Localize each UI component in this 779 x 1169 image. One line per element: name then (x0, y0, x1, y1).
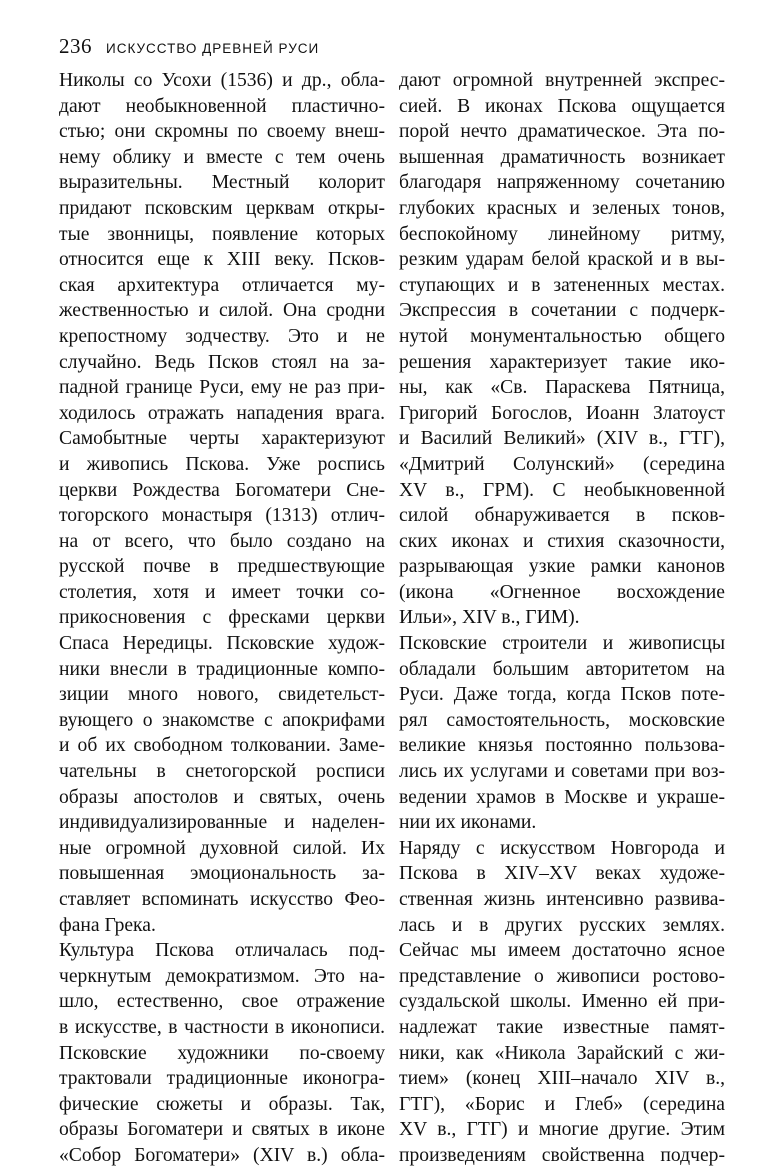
text-line: дают огромной внутренней экспрес- (399, 70, 725, 91)
text-line: и живопись Пскова. Уже роспись (59, 453, 385, 475)
text-line: рял самостоятельность, московские (399, 709, 725, 731)
text-line: жественностью и силой. Она сродни (59, 300, 385, 322)
text-line: глубоких красных и зеленых тонов, (399, 197, 725, 219)
text-line: благодаря напряженному сочетанию (399, 172, 725, 194)
text-line: Ильи», XIV в., ГИМ). (399, 607, 580, 629)
text-line: индивидуализированные и наделен- (59, 812, 385, 834)
text-line: ственная жизнь интенсивно развива- (399, 889, 725, 910)
text-line: случайно. Ведь Псков стоял на за- (59, 351, 385, 373)
text-line: вышенная драматичность возникает (399, 146, 725, 168)
text-line: (икона «Огненное восхождение (399, 581, 725, 603)
text-line: ская архитектура отличается му- (59, 274, 385, 296)
text-line: стью; они скромны по своему внеш- (59, 121, 385, 143)
text-line: Пскова в XIV–XV веках художе- (399, 863, 725, 885)
text-line: XV в., ГРМ). С необыкновенной (399, 479, 725, 501)
text-line: образы Богоматери и святых в иконе (59, 1119, 385, 1141)
text-line: великие князья постоянно пользова- (399, 735, 725, 757)
text-line: и об их свободном толковании. Заме- (59, 735, 385, 757)
text-line: столетия, хотя и имеет точки со- (59, 581, 385, 603)
text-line: Самобытные черты характеризуют (59, 428, 385, 450)
text-line: повышенная эмоциональность за- (59, 863, 385, 885)
text-line: произведениям свойственна подчер- (399, 1144, 725, 1166)
text-line: ведении храмов в Москве и украше- (399, 786, 725, 808)
text-line: ставляет вспоминать искусство Фео- (59, 889, 385, 910)
text-line: черкнутым демократизмом. Это на- (59, 965, 385, 987)
text-column-left (59, 68, 385, 1169)
text-line: тые звонницы, появление которых (59, 223, 385, 245)
text-line: в искусстве, в частности в иконописи. (59, 1016, 385, 1038)
text-line: русской почве в предшествующие (59, 556, 385, 578)
text-line: лась и в других русских землях. (399, 914, 725, 936)
text-line: чательны в снетогорской росписи (59, 761, 385, 783)
text-line: решения характеризует такие ико- (399, 351, 725, 373)
text-line: тием» (конец XIII–начало XIV в., (399, 1068, 725, 1090)
text-line: ники, как «Никола Зарайский с жи- (399, 1042, 725, 1064)
text-line: церкви Рождества Богоматери Сне- (59, 479, 385, 501)
text-line: надлежат такие известные памят- (399, 1016, 725, 1038)
text-line: представление о живописи ростово- (399, 965, 725, 987)
text-column-right (399, 68, 725, 1169)
text-line: XV в., ГТГ) и многие другие. Этим (399, 1119, 725, 1141)
text-line: силой обнаруживается в псков- (399, 505, 725, 527)
text-line: вующего о знакомстве с апокрифами (59, 709, 385, 731)
text-line: выразительны. Местный колорит (59, 172, 385, 194)
text-line: Сейчас мы имеем достаточно ясное (399, 940, 725, 962)
page-number: 236 (59, 34, 92, 58)
text-line: резким ударам белой краской и в вы- (399, 249, 725, 271)
text-line: Наряду с искусством Новгорода и (399, 837, 725, 859)
text-line: нему облику и вместе с тем очень (59, 146, 385, 168)
page-header (59, 34, 319, 59)
text-line: нутой монументальностью общего (399, 325, 725, 347)
text-line: образы апостолов и святых, очень (59, 786, 385, 808)
text-line: придают псковским церквам откры- (59, 197, 385, 219)
text-line: дают необыкновенной пластично- (59, 95, 385, 117)
running-title: ИСКУССТВО ДРЕВНЕЙ РУСИ (106, 41, 320, 56)
text-line: Спаса Нередицы. Псковские худож- (59, 633, 385, 655)
text-line: тогорского монастыря (1313) отлич- (59, 505, 385, 527)
text-line: Николы со Усохи (1536) и др., обла- (59, 70, 385, 91)
text-line: ступающих и в затененных местах. (399, 274, 725, 296)
text-line: нии их иконами. (399, 812, 537, 834)
text-line: падной границе Руси, ему не раз при- (59, 377, 385, 399)
text-line: зиции много нового, свидетельст- (59, 684, 385, 706)
text-line: ских иконах и стихия сказочности, (399, 530, 725, 552)
text-line: шло, естественно, свое отражение (59, 991, 385, 1013)
text-line: фические сюжеты и образы. Так, (59, 1093, 385, 1115)
text-line: прикосновения с фресками церкви (59, 607, 385, 629)
text-line: Культура Пскова отличалась под- (59, 940, 385, 962)
text-line: Псковские художники по-своему (59, 1042, 385, 1064)
text-line: ники внесли в традиционные компо- (59, 658, 385, 680)
text-line: фана Грека. (59, 914, 156, 936)
text-line: обладали большим авторитетом на (399, 658, 725, 680)
text-line: и Василий Великий» (XIV в., ГТГ), (399, 428, 725, 450)
text-line: Руси. Даже тогда, когда Псков поте- (399, 684, 725, 706)
text-line: ходилось отражать нападения врага. (59, 402, 385, 424)
text-line: разрывающая узкие рамки канонов (399, 556, 725, 578)
text-line: Псковские строители и живописцы (399, 633, 725, 655)
text-line: лись их услугами и советами при воз- (399, 761, 725, 783)
text-line: ные огромной духовной силой. Их (59, 837, 385, 859)
text-line: суздальской школы. Именно ей при- (399, 991, 725, 1013)
text-line: трактовали традиционные иконогра- (59, 1068, 385, 1090)
text-line: ны, как «Св. Параскева Пятница, (399, 377, 725, 399)
text-line: «Собор Богоматери» (XIV в.) обла- (59, 1144, 385, 1166)
text-line: беспокойному линейному ритму, (399, 223, 725, 245)
text-line: сией. В иконах Пскова ощущается (399, 95, 725, 117)
text-line: крепостному зодчеству. Это и не (59, 325, 385, 347)
text-line: Экспрессия в сочетании с подчерк- (399, 300, 725, 322)
text-line: относится еще к XIII веку. Псков- (59, 249, 385, 271)
text-line: ГТГ), «Борис и Глеб» (середина (399, 1093, 725, 1115)
text-line: порой нечто драматическое. Эта по- (399, 121, 725, 143)
text-line: Григорий Богослов, Иоанн Златоуст (399, 402, 725, 424)
text-line: на от всего, что было создано на (59, 530, 385, 552)
text-line: «Дмитрий Солунский» (середина (399, 453, 725, 475)
